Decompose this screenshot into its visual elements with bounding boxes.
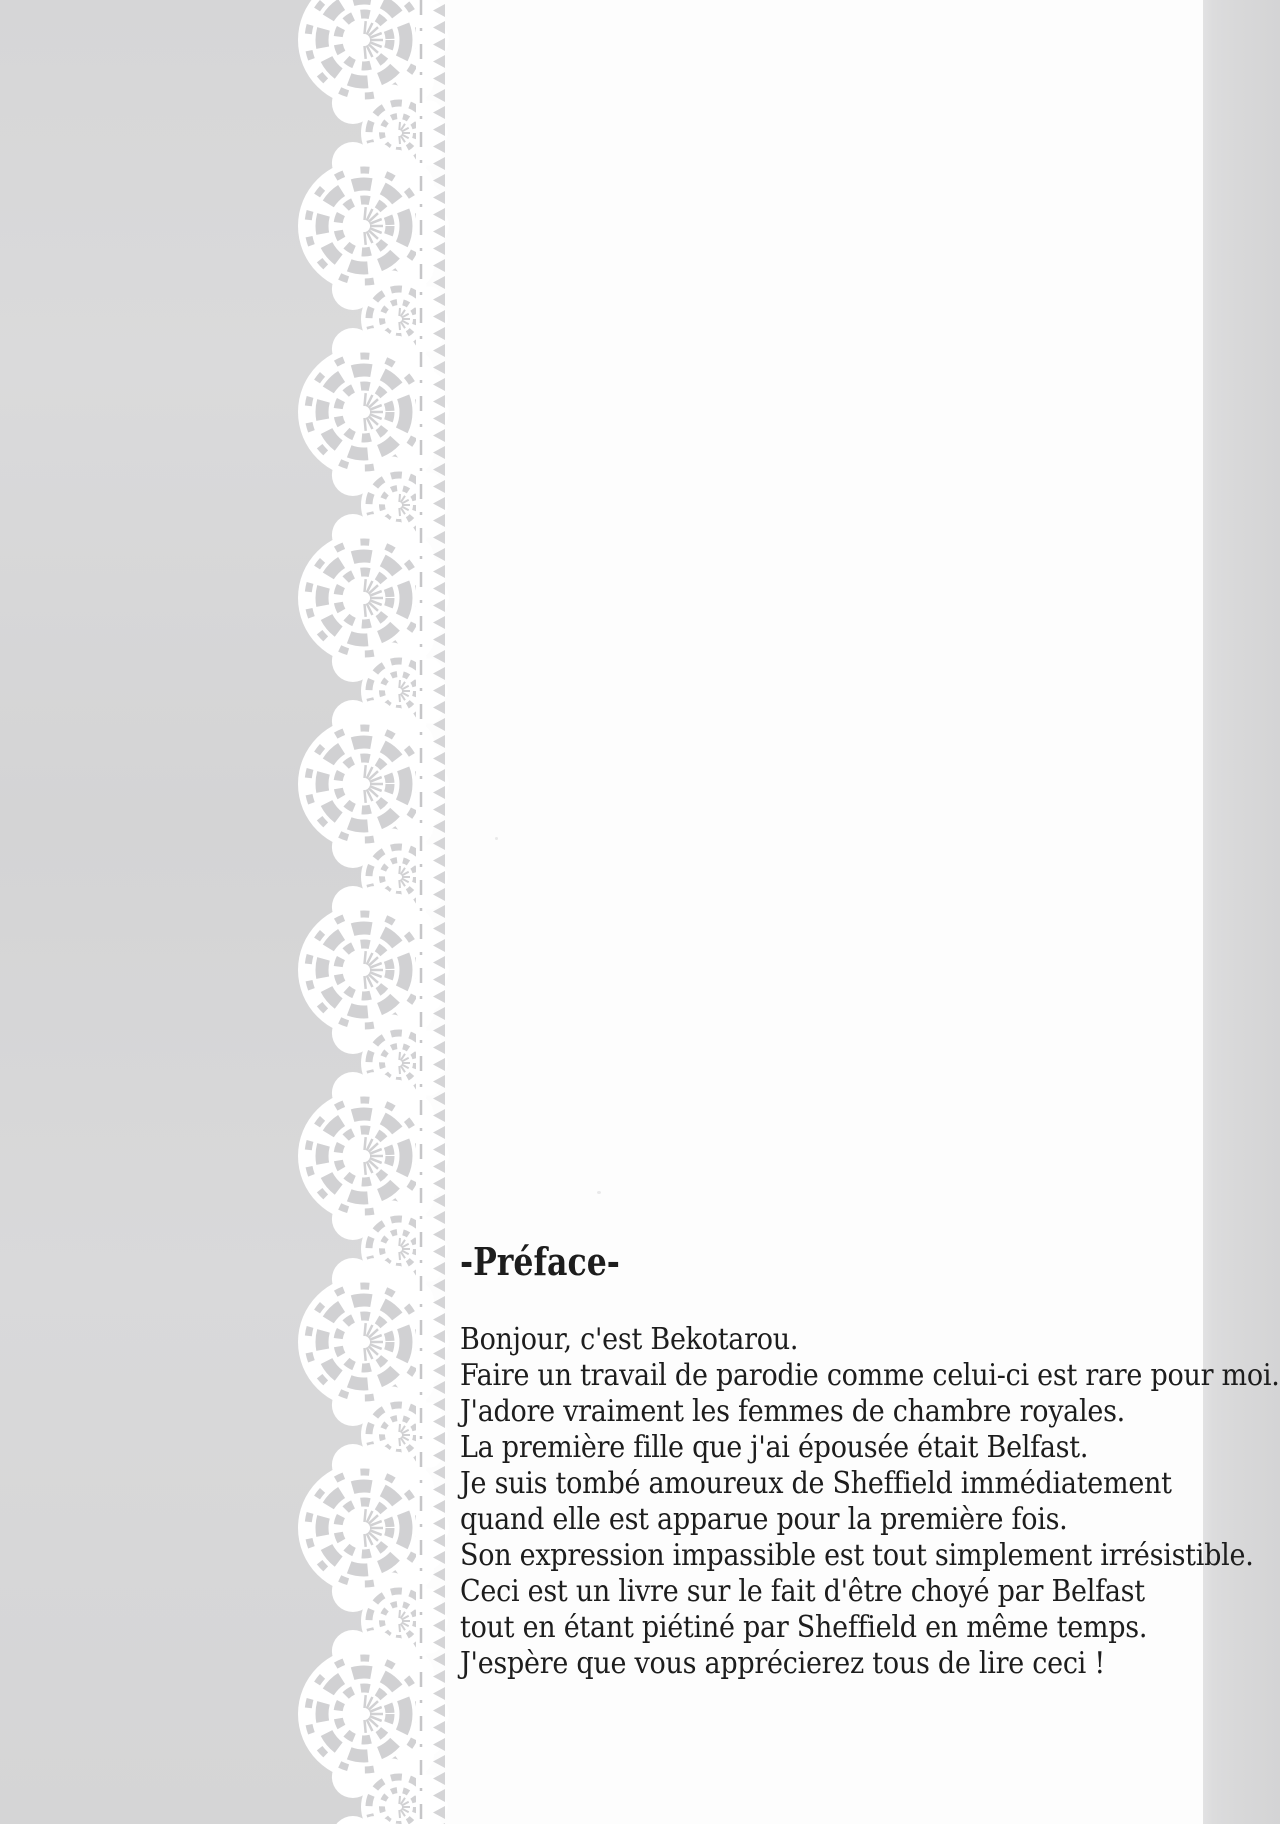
preface-line: J'adore vraiment les femmes de chambre royales. bbox=[460, 1394, 1125, 1429]
preface-line: Faire un travail de parodie comme celui-ci est rare pour moi. bbox=[460, 1358, 1280, 1393]
preface-line: Ceci est un livre sur le fait d'être choyé par Belfast bbox=[460, 1574, 1145, 1609]
preface-line: quand elle est apparue pour la première fois. bbox=[460, 1502, 1068, 1537]
preface-line: Je suis tombé amoureux de Sheffield immédiatement bbox=[460, 1466, 1172, 1501]
preface-title: -Préface- bbox=[460, 1239, 620, 1284]
preface-line: La première fille que j'ai épousée était Belfast. bbox=[460, 1430, 1089, 1465]
preface-line: tout en étant piétiné par Sheffield en même temps. bbox=[460, 1610, 1148, 1645]
preface-line: Son expression impassible est tout simplement irrésistible. bbox=[460, 1538, 1254, 1573]
preface-line: J'espère que vous apprécierez tous de lire ceci ! bbox=[460, 1646, 1105, 1681]
preface-text bbox=[460, 1322, 1280, 1682]
preface-line: Bonjour, c'est Bekotarou. bbox=[460, 1322, 799, 1357]
